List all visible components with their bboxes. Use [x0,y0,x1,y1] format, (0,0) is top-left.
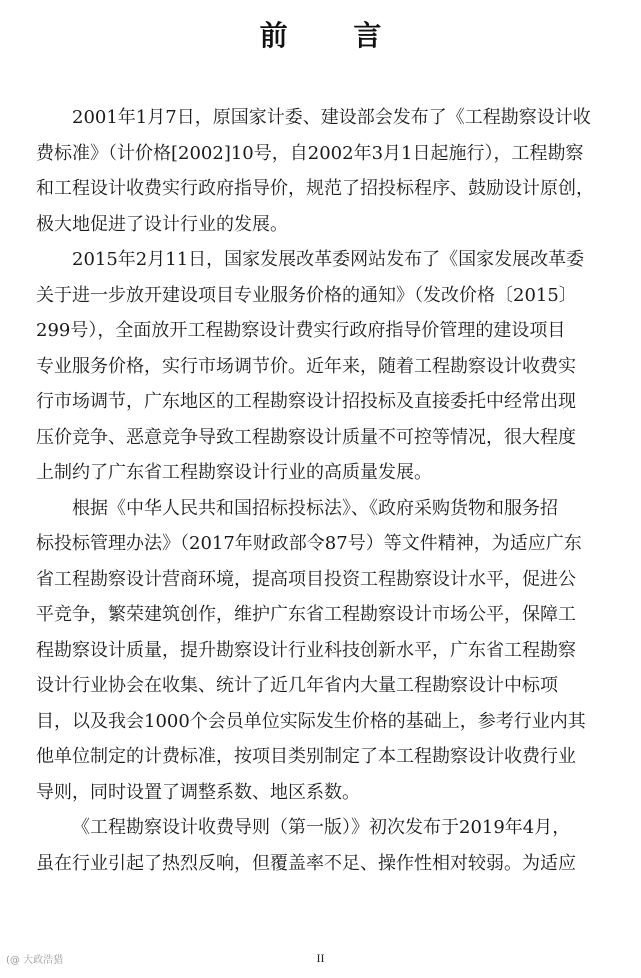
text-line: 关于进一步放开建设项目专业服务价格的通知》（发改价格〔2015〕 [36,284,577,306]
text-line: 2015年2月11日，国家发展改革委网站发布了《国家发展改革委 [72,249,585,270]
text-line: 专业服务价格，实行市场调节价。近年来，随着工程勘察设计收费实 [36,355,576,377]
page-number: II [316,951,325,965]
watermark-text: (@ 大政浩猎 [6,955,64,966]
paragraph-1 [36,100,608,242]
text-line: 极大地促进了设计行业的发展。 [36,213,288,235]
text-line: 程勘察设计质量，提升勘察设计行业科技创新水平，广东省工程勘察 [36,639,576,661]
text-line: 压价竞争、恶意竞争导致工程勘察设计质量不可控等情况，很大程度 [36,426,576,448]
paragraph-2 [36,242,608,491]
paragraph-4 [36,810,608,881]
body-text [36,100,608,881]
text-line: 2001年1月7日，原国家计委、建设部会发布了《工程勘察设计收 [72,107,591,128]
page-title: 前 言 [259,19,410,52]
text-line: 平竞争，繁荣建筑创作，维护广东省工程勘察设计市场公平，保障工 [36,604,576,625]
text-line: 目，以及我会1000个会员单位实际发生价格的基础上，参考行业内其 [36,710,586,732]
text-line: 导则，同时设置了调整系数、地区系数。 [36,781,360,803]
text-line: 设计行业协会在收集、统计了近几年省内大量工程勘察设计中标项 [36,675,558,696]
text-line: 虽在行业引起了热烈反响，但覆盖率不足、操作性相对较弱。为适应 [36,852,576,874]
text-line: 《工程勘察设计收费导则（第一版）》初次发布于2019年4月， [72,817,571,838]
text-line: 标投标管理办法》（2017年财政部令87号）等文件精神，为适应广东 [36,533,582,554]
text-line: 299号），全面放开工程勘察设计费实行政府指导价管理的建设项目 [36,320,566,341]
text-line: 上制约了广东省工程勘察设计行业的高质量发展。 [36,462,432,483]
text-line: 他单位制定的计费标准，按项目类别制定了本工程勘察设计收费行业 [36,746,576,767]
text-line: 省工程勘察设计营商环境，提高项目投资工程勘察设计水平，促进公 [36,568,576,590]
text-line: 根据《中华人民共和国招标投标法》、《政府采购货物和服务招 [72,497,558,519]
text-line: 和工程设计收费实行政府指导价，规范了招投标程序、鼓励设计原创， [36,178,594,199]
paragraph-3 [36,491,608,811]
text-line: 费标准》（计价格[2002]10号，自2002年3月1日起施行），工程勘察 [36,142,584,164]
text-line: 行市场调节，广东地区的工程勘察设计招投标及直接委托中经常出现 [36,391,576,412]
